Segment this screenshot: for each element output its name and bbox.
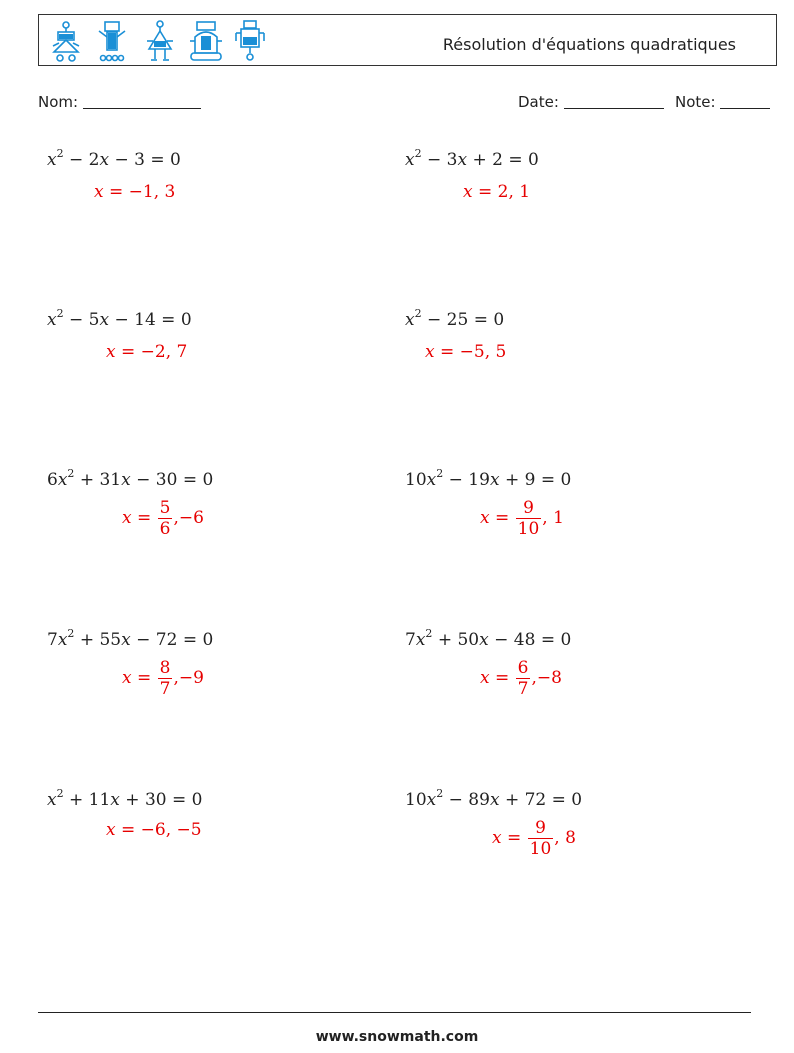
problem-6 [405, 467, 572, 539]
footer-divider [38, 1012, 751, 1013]
worksheet-header [38, 14, 777, 66]
answer: x = $\frac{9}{10}$ , 1 [480, 498, 564, 539]
problem-9 [47, 787, 203, 840]
grade-label: Note: [675, 93, 716, 111]
answer: x = 2, 1 [463, 182, 531, 202]
robot-icon-4 [187, 19, 225, 63]
problem-2 [405, 147, 539, 202]
answer: x = −2, 7 [106, 342, 188, 362]
name-field [38, 93, 201, 111]
equation: $x^2 - 25 = 0$ [405, 307, 505, 330]
equation: $x^2 - 2x - 3 = 0$ [47, 147, 181, 170]
answer-fraction: $\frac{6}{7}$ [517, 658, 529, 699]
problem-4 [405, 307, 507, 362]
equation: $x^2 - 5x - 14 = 0$ [47, 307, 192, 330]
answer-fraction: $\frac{9}{10}$ [529, 818, 552, 859]
problem-8 [405, 627, 572, 699]
footer-url[interactable]: www.snowmath.com [315, 1029, 479, 1045]
problem-1 [47, 147, 181, 202]
equation: $x^2 - 3x + 2 = 0$ [405, 147, 539, 170]
equation: $10x^2 - 89x + 72 = 0$ [405, 787, 583, 810]
date-label: Date: [518, 93, 559, 111]
equation: $7x^2 + 50x - 48 = 0$ [405, 627, 572, 650]
answer: x = −1, 3 [94, 182, 176, 202]
problem-5 [47, 467, 214, 539]
answer: x = $\frac{8}{7}$ ,−9 [122, 658, 204, 699]
grade-blank[interactable] [720, 93, 770, 109]
problem-3 [47, 307, 192, 362]
robot-icon-5 [233, 19, 267, 63]
robot-icon-3 [143, 19, 177, 63]
answer-fraction: $\frac{8}{7}$ [159, 658, 171, 699]
problem-7 [47, 627, 214, 699]
date-blank[interactable] [564, 93, 664, 109]
equation: $x^2 + 11x + 30 = 0$ [47, 787, 203, 810]
answer: x = $\frac{5}{6}$ ,−6 [122, 498, 204, 539]
equation: $10x^2 - 19x + 9 = 0$ [405, 467, 572, 490]
name-blank[interactable] [83, 93, 201, 109]
problem-10 [405, 787, 583, 859]
answer: x = −6, −5 [106, 820, 202, 840]
robot-icon-2 [95, 19, 129, 63]
robot-icon-1 [49, 19, 83, 63]
name-label: Nom: [38, 93, 79, 111]
worksheet-title: Résolution d'équations quadratiques [442, 35, 736, 54]
answer: x = $\frac{6}{7}$ ,−8 [480, 658, 562, 699]
answer-fraction: $\frac{5}{6}$ [159, 498, 171, 539]
equation: $6x^2 + 31x - 30 = 0$ [47, 467, 214, 490]
answer-fraction: $\frac{9}{10}$ [517, 498, 540, 539]
answer: x = −5, 5 [425, 342, 507, 362]
equation: $7x^2 + 55x - 72 = 0$ [47, 627, 214, 650]
grade-field [675, 93, 770, 111]
date-field [518, 93, 664, 111]
answer: x = $\frac{9}{10}$ , 8 [492, 818, 576, 859]
